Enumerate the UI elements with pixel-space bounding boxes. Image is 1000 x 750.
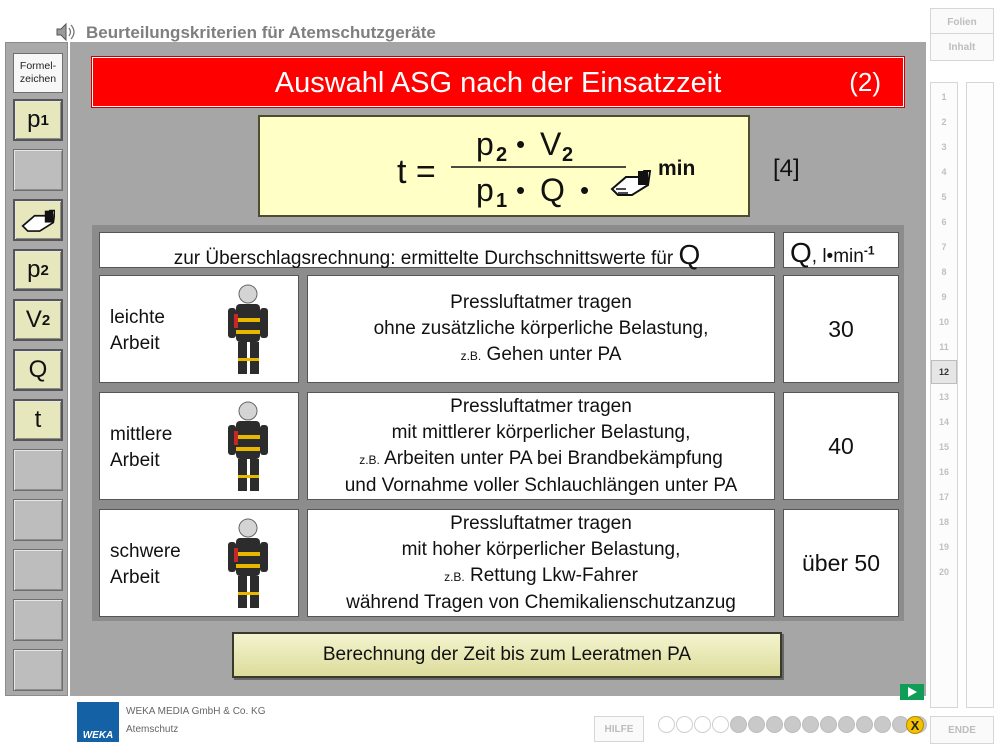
row-label-line1: leichte [110,307,165,328]
firefighter-illustration [204,397,294,497]
numerator-p: p [476,126,494,162]
slide-nav-item-8[interactable]: 8 [941,267,947,277]
row-desc-example: Rettung Lkw-Fahrer [464,564,638,586]
next-slide-arrow-icon[interactable] [900,684,924,700]
denominator-q: Q [540,172,565,208]
end-button[interactable]: ENDE [930,716,994,744]
formula-lhs: t = [397,153,436,191]
slide-title-bar [92,57,904,107]
lung-icon [612,171,650,195]
row-label-line1: schwere [110,541,181,562]
table-header-text: zur Überschlagsrechnung: ermittelte Durchschnittswerte für [173,248,674,269]
firefighter-illustration [204,514,294,614]
toolbar-symbol: Q [28,356,48,383]
calculate-time-button[interactable]: Berechnung der Zeit bis zum Leeratmen PA [232,632,782,678]
lung-icon [21,208,55,232]
slide-nav-item-3[interactable]: 3 [941,142,947,152]
unit-q: Q [790,237,812,268]
slide-nav-item-5[interactable]: 5 [941,192,947,202]
progress-dot [676,716,693,733]
progress-dot [820,716,837,733]
row-desc-line1: Pressluftatmer tragen [450,512,632,534]
slide-nav-item-20[interactable]: 20 [938,567,949,577]
toolbar-p1-button[interactable] [13,99,63,141]
row-value-cell [783,275,899,383]
table-header-cell [99,232,775,268]
numerator-p-sub: 2 [496,144,508,166]
row-label-line1: mittlere [110,424,173,445]
toolbar-symbol: p [27,106,41,133]
toolbar-symbol: V [25,306,42,333]
slide-nav-item-17[interactable]: 17 [938,492,949,502]
slide-nav-item-15[interactable]: 15 [938,442,949,452]
slide-nav-item-14[interactable]: 14 [938,417,949,427]
close-button[interactable]: X [906,716,924,734]
formelzeichen-button[interactable] [13,53,63,93]
company-name: WEKA MEDIA GmbH & Co. KG [126,706,266,717]
unit-exp: -1 [863,243,875,258]
unit-rest: , l•min [811,246,864,267]
slide-title: Auswahl ASG nach der Einsatzzeit [274,67,722,99]
formel-line1: Formel- [19,60,57,72]
toolbar-q-button[interactable] [13,349,63,391]
formula-reference: [4] [773,155,800,182]
row-desc-line1: Pressluftatmer tragen [450,291,632,313]
progress-dot [874,716,891,733]
row-desc-extra: während Tragen von Chemikalienschutzanzug [346,591,736,613]
row-description-cell [307,392,775,500]
page-title: Beurteilungskriterien für Atemschutzgeräte [86,23,436,42]
row-q-value: 30 [828,315,854,342]
numerator-dot: • [516,129,526,159]
slide-nav-item-13[interactable]: 13 [938,392,949,402]
slide-nav-item-9[interactable]: 9 [941,292,947,302]
numerator-v-sub: 2 [562,144,574,166]
progress-dot [784,716,801,733]
slide-nav-item-16[interactable]: 16 [938,467,949,477]
progress-dot [802,716,819,733]
slide-number: (2) [849,67,881,97]
inhalt-button[interactable]: Inhalt [930,33,994,61]
folien-button[interactable]: Folien [930,8,994,36]
help-button[interactable]: HILFE [594,716,644,742]
toolbar-p2-button[interactable] [13,249,63,291]
row-desc-example: Gehen unter PA [481,343,622,365]
toolbar-v2-button[interactable] [13,299,63,341]
toolbar-empty-slot[interactable] [13,599,63,641]
row-desc-example-prefix: z.B. [460,348,482,363]
speaker-icon[interactable] [55,22,77,42]
toolbar-symbol: p [27,256,41,283]
row-q-value: über 50 [801,549,880,576]
row-label-line2: Arbeit [110,567,160,588]
denominator-dot1: • [516,175,526,205]
denominator-p-sub: 1 [496,190,508,212]
row-desc-line2: mit hoher körperlicher Belastung, [401,538,681,560]
progress-dots [658,716,927,734]
row-value-cell [783,509,899,617]
row-description-cell [307,275,775,383]
toolbar-symbol-subscript: 1 [40,111,49,129]
row-q-value: 40 [828,432,854,459]
slide-nav-item-10[interactable]: 10 [938,317,949,327]
firefighter-illustration [204,280,294,380]
progress-dot [748,716,765,733]
row-label-line2: Arbeit [110,333,160,354]
table-header-unit-cell [783,232,899,268]
numerator-v: V [540,126,562,162]
weka-logo-text: WEKA [82,730,114,741]
toolbar-t-button[interactable] [13,399,63,441]
weka-logo [77,702,119,742]
row-label-line2: Arbeit [110,450,160,471]
progress-dot [730,716,747,733]
row-desc-line2: mit mittlerer körperlicher Belastung, [391,421,691,443]
denominator-p: p [476,172,494,208]
slide-nav-item-2[interactable]: 2 [941,117,947,127]
row-label-cell [99,275,299,383]
slide-nav-item-7[interactable]: 7 [941,242,947,252]
slide-nav-scrollbar[interactable] [966,82,994,708]
formel-line2: zeichen [19,73,57,85]
row-desc-example: Arbeiten unter PA bei Brandbekämpfung [379,447,723,469]
row-value-cell [783,392,899,500]
slide-nav-item-4[interactable]: 4 [941,167,947,177]
slide-nav-item-6[interactable]: 6 [941,217,947,227]
slide-nav-item-11[interactable]: 11 [939,342,949,352]
slide-nav-item-19[interactable]: 19 [938,542,949,552]
progress-dot [766,716,783,733]
formula-box [258,115,750,217]
toolbar-empty-slot[interactable] [13,649,63,691]
toolbar-empty-slot[interactable] [13,149,63,191]
slide-number-nav [930,82,958,708]
row-description-cell [307,509,775,617]
slide-nav-item-18[interactable]: 18 [938,517,949,527]
toolbar-empty-slot[interactable] [13,549,63,591]
denominator-dot2: • [580,175,590,205]
progress-dot [838,716,855,733]
toolbar-symbol-subscript: 2 [41,311,51,329]
toolbar-symbol-subscript: 2 [40,261,49,279]
slide-nav-item-1[interactable]: 1 [941,92,947,102]
slide-nav-item-12[interactable]: 12 [931,360,957,384]
row-label-cell [99,392,299,500]
progress-dot [856,716,873,733]
formula-symbol-toolbar [5,42,68,696]
row-desc-extra: und Vornahme voller Schlauchlängen unter PA [344,474,738,496]
row-desc-example-prefix: z.B. [444,569,465,584]
slide-panel [70,42,926,696]
row-desc-example-prefix: z.B. [359,452,380,467]
toolbar-symbol: t [34,406,42,433]
progress-dot [712,716,729,733]
toolbar-empty-slot[interactable] [13,499,63,541]
row-label-cell [99,509,299,617]
product-name: Atemschutz [126,724,179,735]
progress-dot [658,716,675,733]
progress-dot [694,716,711,733]
formula-graphic [260,117,748,215]
work-rate-table [92,225,904,621]
toolbar-lung-icon-button[interactable] [13,199,63,241]
table-header-q: Q [678,239,701,270]
formula-unit: min [658,157,696,180]
toolbar-empty-slot[interactable] [13,449,63,491]
row-desc-line2: ohne zusätzliche körperliche Belastung, [373,317,709,339]
row-desc-line1: Pressluftatmer tragen [450,395,632,417]
